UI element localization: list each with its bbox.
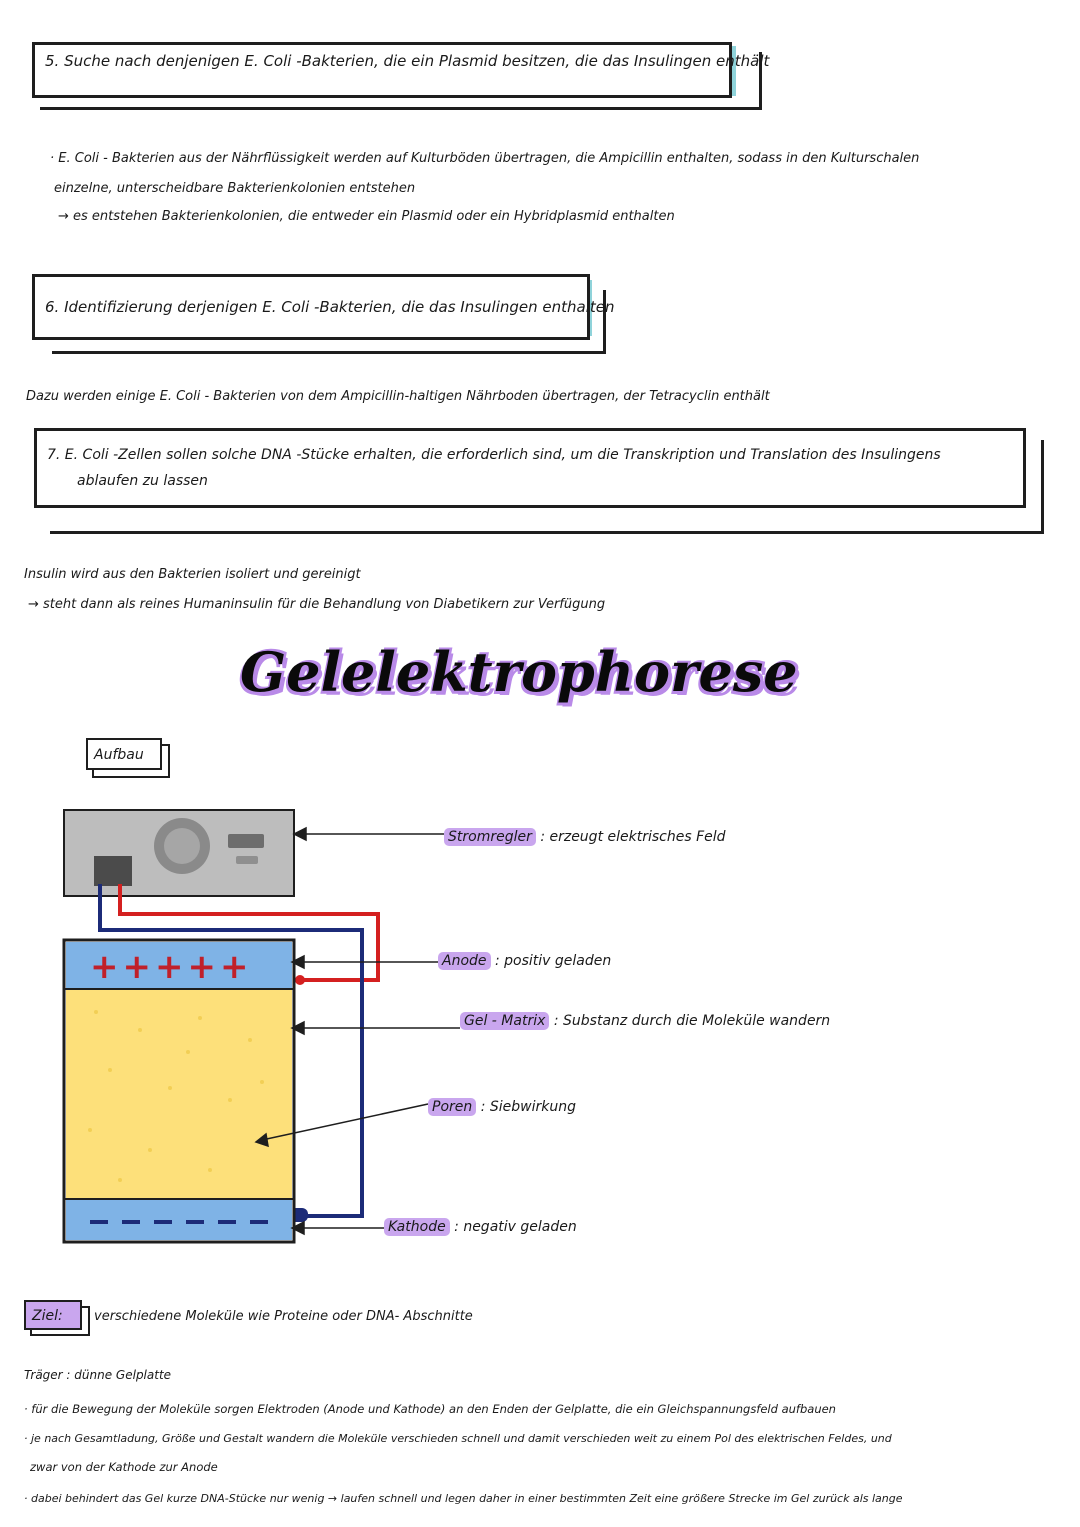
stromregler-label: [444, 828, 726, 846]
step7-heading-line2: ablaufen zu lassen: [77, 473, 208, 489]
plus-signs: +++++: [90, 947, 253, 987]
page-title: Gelelektrophorese: [240, 640, 798, 704]
traeger-line3: · je nach Gesamtladung, Größe und Gestalt wandern die Moleküle verschieden schnell und damit verschieden weit zu einem Pol des elektrischen Feldes, und: [24, 1432, 892, 1445]
traeger-line1: Träger : dünne Gelplatte: [24, 1368, 172, 1382]
anode-connector: [295, 975, 305, 985]
stromregler-desc: : erzeugt elektrisches Feld: [540, 829, 726, 845]
kathode-label: [384, 1218, 577, 1236]
step5-text-line3: → es entstehen Bakterienkolonien, die entweder ein Plasmid oder ein Hybridplasmid enthalten: [58, 209, 675, 224]
step6-text: Dazu werden einige E. Coli - Bakterien von dem Ampicillin-haltigen Nährboden übertragen, der Tetracyclin enthält: [26, 389, 770, 404]
traeger-line5: · dabei behindert das Gel kurze DNA-Stücke nur wenig → laufen schnell und legen daher in einer bestimmten Zeit eine größere Strecke im Gel zurück als lange: [24, 1492, 903, 1505]
traeger-line4: zwar von der Kathode zur Anode: [30, 1460, 218, 1474]
poren-desc: : Siebwirkung: [480, 1099, 576, 1115]
poren-term: Poren: [428, 1098, 476, 1116]
kathode-term: Kathode: [384, 1218, 450, 1236]
power-supply: [64, 810, 294, 896]
step5-heading: 5. Suche nach denjenigen E. Coli -Bakterien, die ein Plasmid besitzen, die das Insulingen enthält: [45, 52, 770, 70]
step5-text-line1: · E. Coli - Bakterien aus der Nährflüssigkeit werden auf Kulturböden übertragen, die Ampicillin enthalten, sodass in den Kulturschalen: [50, 151, 920, 166]
ziel-text: verschiedene Moleküle wie Proteine oder DNA- Abschnitte: [94, 1309, 473, 1324]
anode-desc: : positiv geladen: [494, 953, 612, 969]
gel-matrix-term: Gel - Matrix: [460, 1012, 549, 1030]
stromregler-term: Stromregler: [444, 828, 536, 846]
step7-heading-line1: 7. E. Coli -Zellen sollen solche DNA -Stücke erhalten, die erforderlich sind, um die Transkription und Translation des Insulingens: [47, 447, 941, 463]
anode-label: [438, 952, 611, 970]
step5-text-line2: einzelne, unterscheidbare Bakterienkolonien entstehen: [54, 181, 416, 196]
kathode-desc: : negativ geladen: [454, 1219, 577, 1235]
anode-term: Anode: [438, 952, 491, 970]
step7-text-line1: Insulin wird aus den Bakterien isoliert und gereinigt: [24, 567, 361, 582]
gel-matrix-label: [460, 1012, 830, 1030]
traeger-line2: · für die Bewegung der Moleküle sorgen Elektroden (Anode und Kathode) an den Enden der Gelplatte, die ein Gleichspannungsfeld aufbauen: [24, 1402, 836, 1416]
ziel-label: Ziel:: [32, 1308, 63, 1324]
gel-matrix-desc: : Substanz durch die Moleküle wandern: [553, 1013, 831, 1029]
step7-text-line2: → steht dann als reines Humaninsulin für die Behandlung von Diabetikern zur Verfügung: [28, 597, 606, 612]
step6-heading: 6. Identifizierung derjenigen E. Coli -Bakterien, die das Insulingen enthalten: [45, 298, 615, 316]
poren-label: [428, 1098, 576, 1116]
aufbau-label: Aufbau: [94, 747, 144, 763]
gel-matrix: [66, 990, 292, 1198]
